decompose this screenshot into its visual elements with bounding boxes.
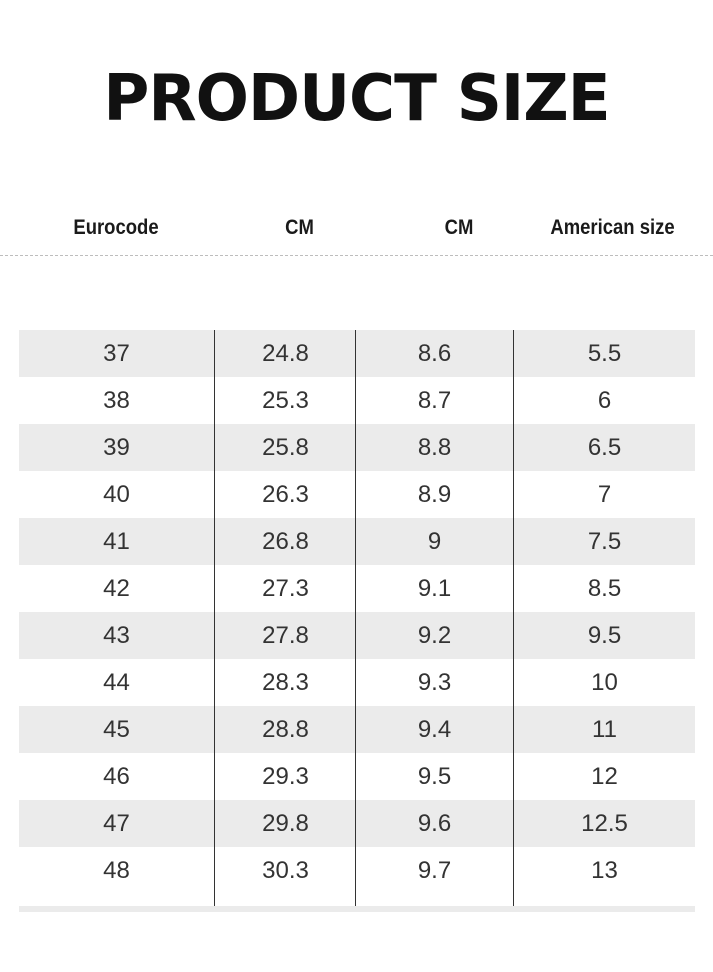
cell-american-size: 12 — [591, 763, 618, 790]
page-title: PRODUCT SIZE — [103, 62, 610, 136]
column-divider — [513, 330, 514, 906]
cell-american-size: 11 — [592, 716, 617, 743]
table-row — [19, 518, 695, 565]
cell-american-size: 7.5 — [587, 528, 622, 555]
table-row — [19, 706, 695, 753]
cell-cm: 25.3 — [262, 387, 309, 414]
cell-cm-inch: 8.6 — [417, 340, 452, 367]
cell-eurocode: 43 — [103, 622, 130, 649]
cell-cm: 24.8 — [262, 340, 309, 367]
cell-eurocode: 44 — [103, 669, 130, 696]
cell-eurocode: 48 — [103, 857, 130, 884]
cell-cm-inch: 9.3 — [417, 669, 452, 696]
header-american-size: American size — [550, 216, 675, 239]
table-row — [19, 471, 695, 518]
cell-cm: 28.3 — [262, 669, 309, 696]
table-row — [19, 424, 695, 471]
cell-cm: 29.8 — [262, 810, 309, 837]
cell-cm-inch: 9.5 — [417, 763, 452, 790]
cell-eurocode: 47 — [103, 810, 130, 837]
table-row — [19, 800, 695, 847]
cell-cm-inch: 9.6 — [417, 810, 452, 837]
header-eurocode: Eurocode — [73, 216, 159, 239]
cell-cm-inch: 8.7 — [417, 387, 452, 414]
cell-cm-inch: 9.1 — [417, 575, 452, 602]
cell-eurocode: 40 — [103, 481, 130, 508]
cell-eurocode: 37 — [103, 340, 130, 367]
cell-cm: 30.3 — [262, 857, 309, 884]
cell-eurocode: 42 — [103, 575, 130, 602]
cell-cm: 28.8 — [262, 716, 309, 743]
cell-cm: 26.3 — [262, 481, 309, 508]
cell-cm-inch: 9.7 — [417, 857, 452, 884]
cell-cm-inch: 8.8 — [417, 434, 452, 461]
cell-cm: 25.8 — [262, 434, 309, 461]
cell-cm: 29.3 — [262, 763, 309, 790]
column-divider — [355, 330, 356, 906]
table-row — [19, 330, 695, 377]
cell-american-size: 5.5 — [587, 340, 622, 367]
cell-american-size: 9.5 — [587, 622, 622, 649]
header-cm: CM — [285, 216, 314, 239]
header-divider — [0, 255, 713, 256]
cell-cm: 26.8 — [262, 528, 309, 555]
column-divider — [214, 330, 215, 906]
cell-eurocode: 39 — [103, 434, 130, 461]
cell-american-size: 6 — [597, 387, 612, 414]
cell-american-size: 12.5 — [581, 810, 628, 837]
table-bottom-band — [19, 906, 695, 912]
cell-american-size: 6.5 — [587, 434, 622, 461]
cell-cm-inch: 9 — [427, 528, 442, 555]
table-header — [0, 210, 713, 246]
table-row — [19, 565, 695, 612]
table-row — [19, 847, 695, 894]
cell-cm: 27.3 — [262, 575, 309, 602]
table-row — [19, 659, 695, 706]
cell-eurocode: 38 — [103, 387, 130, 414]
table-row — [19, 612, 695, 659]
header-cm-2: CM — [444, 216, 474, 239]
cell-american-size: 10 — [591, 669, 618, 696]
table-row — [19, 377, 695, 424]
cell-cm-inch: 8.9 — [417, 481, 452, 508]
cell-cm-inch: 9.4 — [417, 716, 452, 743]
cell-eurocode: 46 — [103, 763, 130, 790]
cell-american-size: 7 — [597, 481, 612, 508]
table-row — [19, 753, 695, 800]
cell-american-size: 8.5 — [587, 575, 622, 602]
cell-cm-inch: 9.2 — [417, 622, 452, 649]
cell-eurocode: 45 — [103, 716, 130, 743]
cell-american-size: 13 — [591, 857, 618, 884]
cell-eurocode: 41 — [103, 528, 130, 555]
cell-cm: 27.8 — [262, 622, 309, 649]
